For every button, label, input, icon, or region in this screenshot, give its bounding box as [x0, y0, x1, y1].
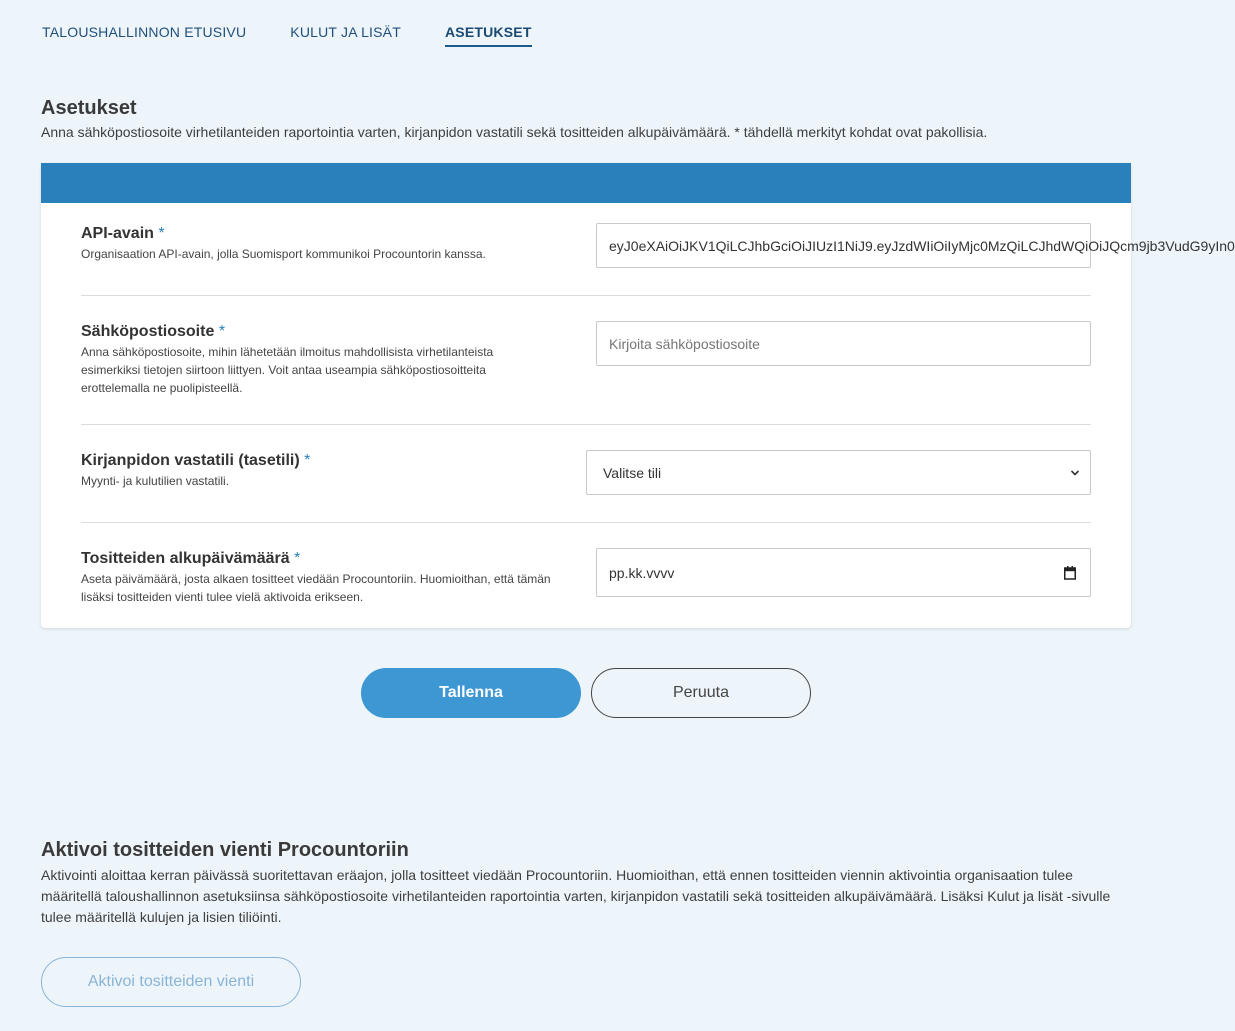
- activate-export-button[interactable]: Aktivoi tositteiden vienti: [41, 957, 301, 1007]
- chevron-down-icon: [1070, 468, 1080, 478]
- required-marker: *: [294, 550, 301, 567]
- row-divider: [81, 522, 1091, 523]
- activate-section-description: Aktivointi aloittaa kerran päivässä suoritettavan eräajon, jolla tositteet viedään Procountoriin. Huomioithan, että ennen tositteiden viennin aktivointia organisaation tulee määritellä taloushallinnon asetuksiinsa sähköpostiosoite virhetilanteiden raportointia varten, kirjanpidon vastatili sekä tositteiden alkupäivämäärä. Lisäksi Kulut ja lisät -sivulle tulee määritellä kulujen ja lisien tiliöinti.: [41, 867, 1111, 925]
- cancel-button[interactable]: Peruuta: [591, 668, 811, 718]
- save-button[interactable]: Tallenna: [361, 668, 581, 718]
- api-key-input[interactable]: eyJ0eXAiOiJKV1QiLCJhbGciOiJIUzI1NiJ9.eyJzdWIiOiIyMjc0MzQiLCJhdWQiOiJQcm9jb3VudG9yIn0: [596, 223, 1091, 268]
- api-key-label-text: API-avain: [81, 225, 154, 242]
- api-key-help: Organisaation API-avain, jolla Suomisport kommunikoi Procountorin kanssa.: [81, 247, 486, 261]
- required-marker: *: [158, 225, 165, 242]
- required-marker: *: [218, 323, 226, 340]
- activate-section-title: Aktivoi tositteiden vienti Procountoriin: [41, 839, 409, 861]
- required-marker: *: [304, 452, 311, 469]
- row-divider: [81, 424, 1091, 425]
- nav-tab-kulut-ja-lisat[interactable]: KULUT JA LISÄT: [290, 24, 401, 40]
- nav-tab-taloushallinnon-etusivu[interactable]: TALOUSHALLINNON ETUSIVU: [42, 24, 247, 40]
- calendar-icon[interactable]: [1064, 566, 1076, 580]
- row-divider: [81, 295, 1091, 296]
- start-date-input[interactable]: [596, 548, 1091, 597]
- email-label-text: Sähköpostiosoite: [81, 323, 215, 340]
- account-select-value: Valitse tili: [603, 464, 662, 481]
- card-header-bar: [41, 163, 1131, 203]
- email-input[interactable]: Kirjoita sähköpostiosoite: [596, 321, 1091, 366]
- page-description: Anna sähköpostiosoite virhetilanteiden raportointia varten, kirjanpidon vastatili sekä tositteiden alkupäivämäärä. * tähdellä merkityt kohdat ovat pakollisia.: [41, 124, 988, 140]
- nav-tab-asetukset[interactable]: ASETUKSET: [445, 24, 532, 47]
- settings-card: [41, 163, 1235, 628]
- page-title: Asetukset: [41, 97, 137, 119]
- start-date-help: Aseta päivämäärä, josta alkaen tositteet viedään Procountoriin. Huomioithan, että tämän lisäksi tositteiden vienti tulee vielä aktivoida erikseen.: [81, 572, 551, 604]
- start-date-label-text: Tositteiden alkupäivämäärä: [81, 550, 290, 567]
- start-date-placeholder: pp.kk.vvvv: [609, 564, 675, 581]
- top-navigation: [42, 24, 532, 47]
- account-help: Myynti- ja kulutilien vastatili.: [81, 474, 230, 488]
- account-select[interactable]: [586, 450, 1091, 495]
- account-label-text: Kirjanpidon vastatili (tasetili): [81, 452, 300, 469]
- email-help: Anna sähköpostiosoite, mihin lähetetään ilmoitus mahdollisista virhetilanteista esimerkiksi tietojen siirtoon liittyen. Voit antaa useampia sähköpostiosoitteita erottelemalla ne puolipisteellä.: [81, 345, 494, 395]
